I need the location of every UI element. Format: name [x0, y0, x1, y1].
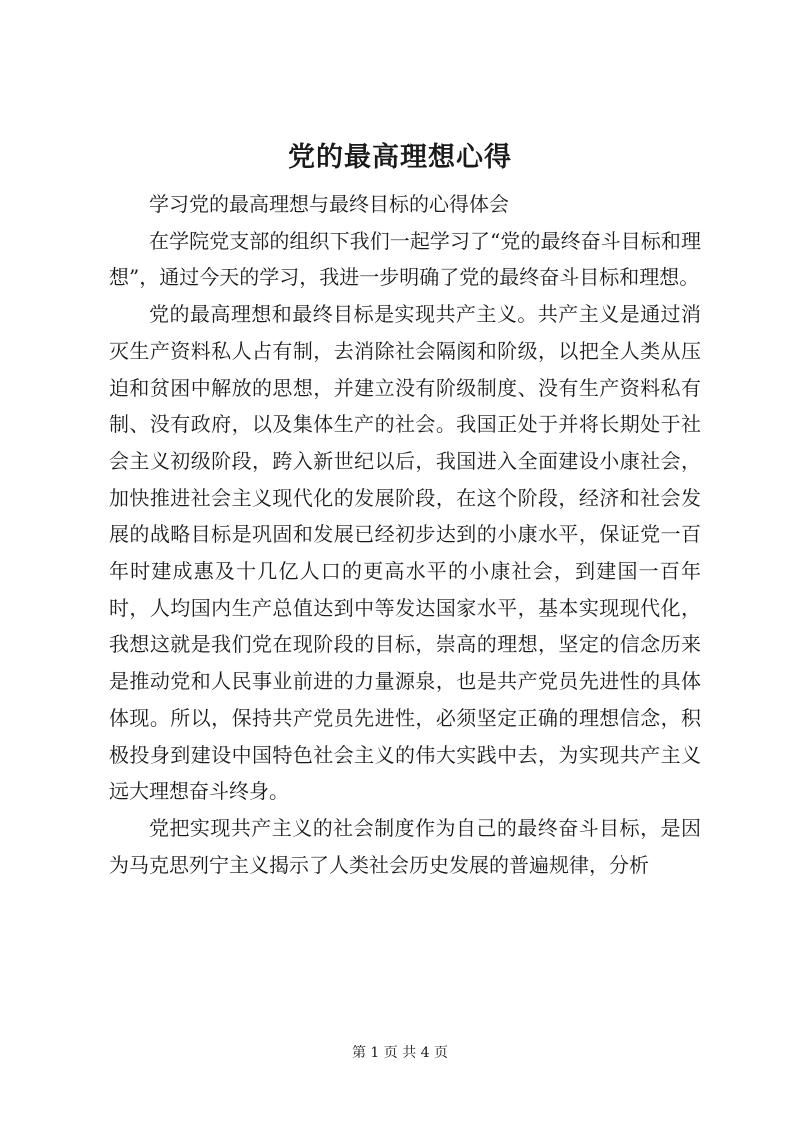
- body-paragraph-1: 在学院党支部的组织下我们一起学习了“党的最终奋斗目标和理想”，通过今天的学习，我进一步明确了党的最终奋斗目标和理想。: [109, 228, 701, 290]
- body-paragraph-3: 党把实现共产主义的社会制度作为自己的最终奋斗目标，是因为马克思列宁主义揭示了人类社会历史发展的普遍规律，分析: [109, 815, 701, 877]
- subtitle-paragraph: 学习党的最高理想与最终目标的心得体会: [149, 192, 509, 216]
- document-title: 党的最高理想心得: [288, 142, 512, 173]
- document-body: [109, 186, 701, 883]
- page-number-footer: 第 1 页 共 4 页: [351, 1045, 449, 1061]
- body-paragraph-2: 党的最高理想和最终目标是实现共产主义。共产主义是通过消灭生产资料私人占有制，去消除社会隔阂和阶级，以把全人类从压迫和贫困中解放的思想，并建立没有阶级制度、没有生产资料私有制、没有政府，以及集体生产的社会。我国正处于并将长期处于社会主义初级阶段，跨入新世纪以后，我国进入全面建设小康社会，加快推进社会主义现代化的发展阶段，在这个阶段，经济和社会发展的战略目标是巩固和发展已经初步达到的小康水平，保证党一百年时建成惠及十几亿人口的更高水平的小康社会，到建国一百年时，人均国内生产总值达到中等发达国家水平，基本实现现代化，我想这就是我们党在现阶段的目标，崇高的理想，坚定的信念历来是推动党和人民事业前进的力量源泉，也是共产党员先进性的具体体现。所以，保持共产党员先进性，必须坚定正确的理想信念，积极投身到建设中国特色社会主义的伟大实践中去，为实现共产主义远大理想奋斗终身。: [109, 302, 701, 804]
